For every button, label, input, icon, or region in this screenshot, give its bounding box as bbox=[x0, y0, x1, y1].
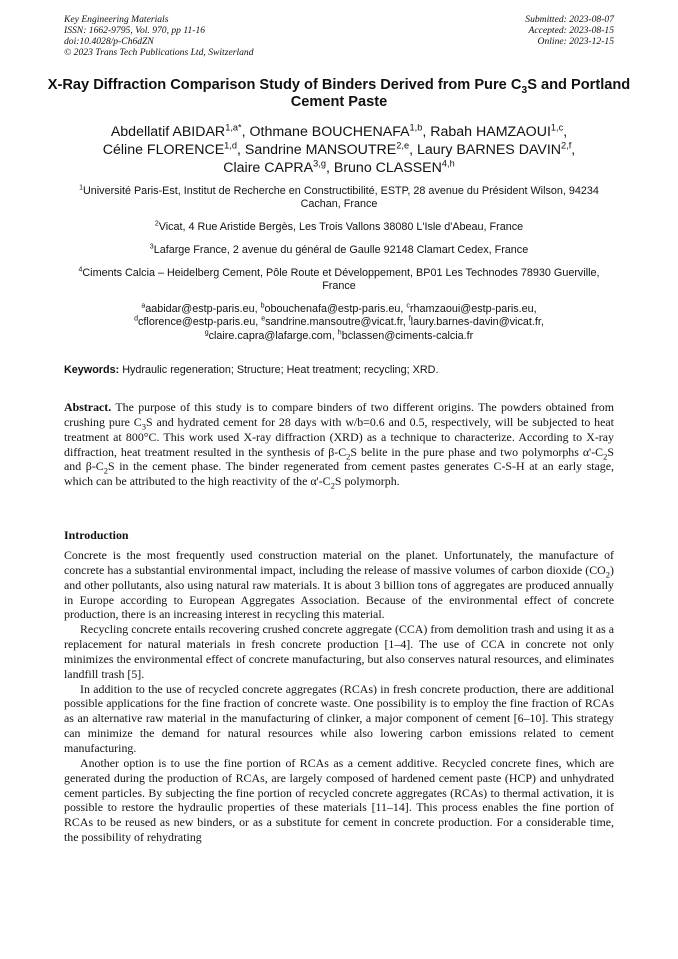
email-link[interactable]: $^b$obouchenafa@estp-paris.eu, bbox=[260, 302, 407, 315]
email-link[interactable]: $^c$rhamzaoui@estp-paris.eu, bbox=[406, 302, 537, 315]
paragraph: Another option is to use the fine portion of RCAs as a cement additive. Recycled concrete fines, which are generated during the production of RCAs, are largely composed of hardened cement paste (HCP) and unhydrated cement particles. By subjecting the fine portion of recycled concrete aggregates (RCAs) to thermal activation, it is possible to restore the hydraulic properties of these materials [11–14]. This process enables the fine portion of RCAs to be reused as new binders, or as a substitute for cement in concrete production. For a considerable time, the possibility of rehydrating bbox=[64, 755, 614, 845]
email-link[interactable]: $^g$claire.capra@lafarge.com, bbox=[204, 329, 338, 342]
accepted-date: Accepted: 2023-08-15 bbox=[528, 25, 614, 36]
issn: ISSN: 1662-9795, Vol. 970, pp 11-16 bbox=[64, 25, 206, 36]
submitted-date: Submitted: 2023-08-07 bbox=[525, 14, 614, 25]
author-list bbox=[40, 123, 638, 177]
title-subscript: 3 bbox=[521, 83, 528, 96]
affiliation: $^1$Université Paris-Est, Institut de Recherche en Constructibilité, ESTP, 28 avenue du Président Wilson, 94234 Cachan, France bbox=[79, 184, 599, 211]
abstract-label: Abstract. bbox=[64, 400, 112, 414]
author: Rabah HAMZAOUI$^{1,c}$, bbox=[430, 122, 568, 140]
title-text-1: X-Ray Diffraction Comparison Study of Binders Derived from Pure C bbox=[47, 77, 522, 93]
author: Céline FLORENCE$^{1,d}$, bbox=[102, 140, 245, 158]
online-date: Online: 2023-12-15 bbox=[537, 36, 614, 47]
email-link[interactable]: $^f$laury.barnes-davin@vicat.fr, bbox=[408, 315, 544, 329]
affiliation: $^2$Vicat, 4 Rue Aristide Bergès, Les Trois Vallons 38080 L'Isle d'Abeau, France bbox=[154, 220, 524, 234]
email-link[interactable]: $^a$aabidar@estp-paris.eu, bbox=[141, 302, 261, 315]
author: Laury BARNES DAVIN$^{2,f}$, bbox=[417, 140, 576, 158]
title-text-2: S and Portland Cement Paste bbox=[290, 77, 631, 110]
author: Sandrine MANSOUTRE$^{2,e}$, bbox=[244, 140, 417, 158]
author: Othmane BOUCHENAFA$^{1,b}$, bbox=[249, 122, 431, 140]
publication-dates bbox=[525, 14, 614, 47]
journal-name: Key Engineering Materials bbox=[64, 14, 169, 25]
introduction-heading: Introduction bbox=[64, 528, 129, 542]
paragraph: In addition to the use of recycled concrete aggregates (RCAs) in fresh concrete production, there are additional possible applications for the fine fraction of concrete waste. One possibility is to employ the fine fraction of RCAs as an alternative raw material in the manufacturing of clinker, a major component of cement [6–10]. This strategy can minimize the demand for natural resources while also lowering carbon emissions related to cement manufacturing. bbox=[64, 681, 614, 755]
paragraph: Concrete is the most frequently used construction material on the planet. Unfortunately, the manufacture of concrete has a substantial environmental impact, including the release of massive volumes of carbon dioxide $(CO_2)$ and other pollutants, also using natural raw materials. It is about 3 billion tons of aggregates are produced annually in Europe according to European Aggregates Association. Because of the environmental effect of concrete production, there is an increasing interest in recycling this material. bbox=[64, 548, 614, 622]
paper-title bbox=[40, 77, 638, 111]
abstract: Abstract. The purpose of this study is to compare binders of two different origins. The powders obtained from crushing pure $C_3S$ and hydrated cement for 28 days with w/b=0.6 and 0.5, respectively, will be subjected to heat treatment at 800°C. This work used X-ray diffraction (XRD) as a technique to characterize. According to X-ray diffraction, heat treatment resulted in the synthesis of $\beta-C_2S$ belite in the pure phase and two polymorphs $\alpha'-C_2S$ and $\beta-C_2S$ in the cement phase. The binder regenerated from cement pastes generates C-S-H at an early stage, which can be attributed to the high reactivity of the $\alpha'-C_2S$ polymorph. bbox=[64, 400, 614, 491]
author-emails bbox=[64, 303, 614, 343]
introduction-body bbox=[64, 548, 614, 845]
affiliation: $^4$Ciments Calcia – Heidelberg Cement, Pôle Route et Développement, BP01 Les Technodes 78930 Guerville, France bbox=[78, 266, 600, 293]
keywords-text: Hydraulic regeneration; Structure; Heat treatment; recycling; XRD. bbox=[119, 364, 439, 376]
keywords bbox=[64, 364, 614, 377]
keywords-label: Keywords: bbox=[64, 364, 120, 376]
journal-meta bbox=[64, 14, 254, 58]
author: Bruno CLASSEN$^{4,h}$ bbox=[333, 158, 455, 176]
doi[interactable]: doi:10.4028/p-Ch6dZN bbox=[64, 36, 154, 47]
paragraph: Recycling concrete entails recovering crushed concrete aggregate (CCA) from demolition trash and using it as a replacement for natural materials in fresh concrete production [1–4]. The use of CCA in concrete not only minimizes the environmental effect of concrete manufacturing, but also conserves natural resources, and eliminates landfill trash [5]. bbox=[64, 622, 614, 681]
email-link[interactable]: $^e$sandrine.mansoutre@vicat.fr, bbox=[261, 315, 409, 329]
author: Claire CAPRA$^{3,g}$, bbox=[223, 158, 334, 176]
email-link[interactable]: $^h$bclassen@ciments-calcia.fr bbox=[337, 329, 474, 342]
affiliations bbox=[64, 185, 614, 343]
author: Abdellatif $ABIDAR^{1,a*}$, bbox=[110, 122, 250, 140]
affiliation: $^3$Lafarge France, 2 avenue du général de Gaulle 92148 Clamart Cedex, France bbox=[149, 243, 529, 256]
copyright: © 2023 Trans Tech Publications Ltd, Switzerland bbox=[64, 47, 254, 58]
email-link[interactable]: $^d$cflorence@estp-paris.eu, bbox=[134, 315, 262, 329]
